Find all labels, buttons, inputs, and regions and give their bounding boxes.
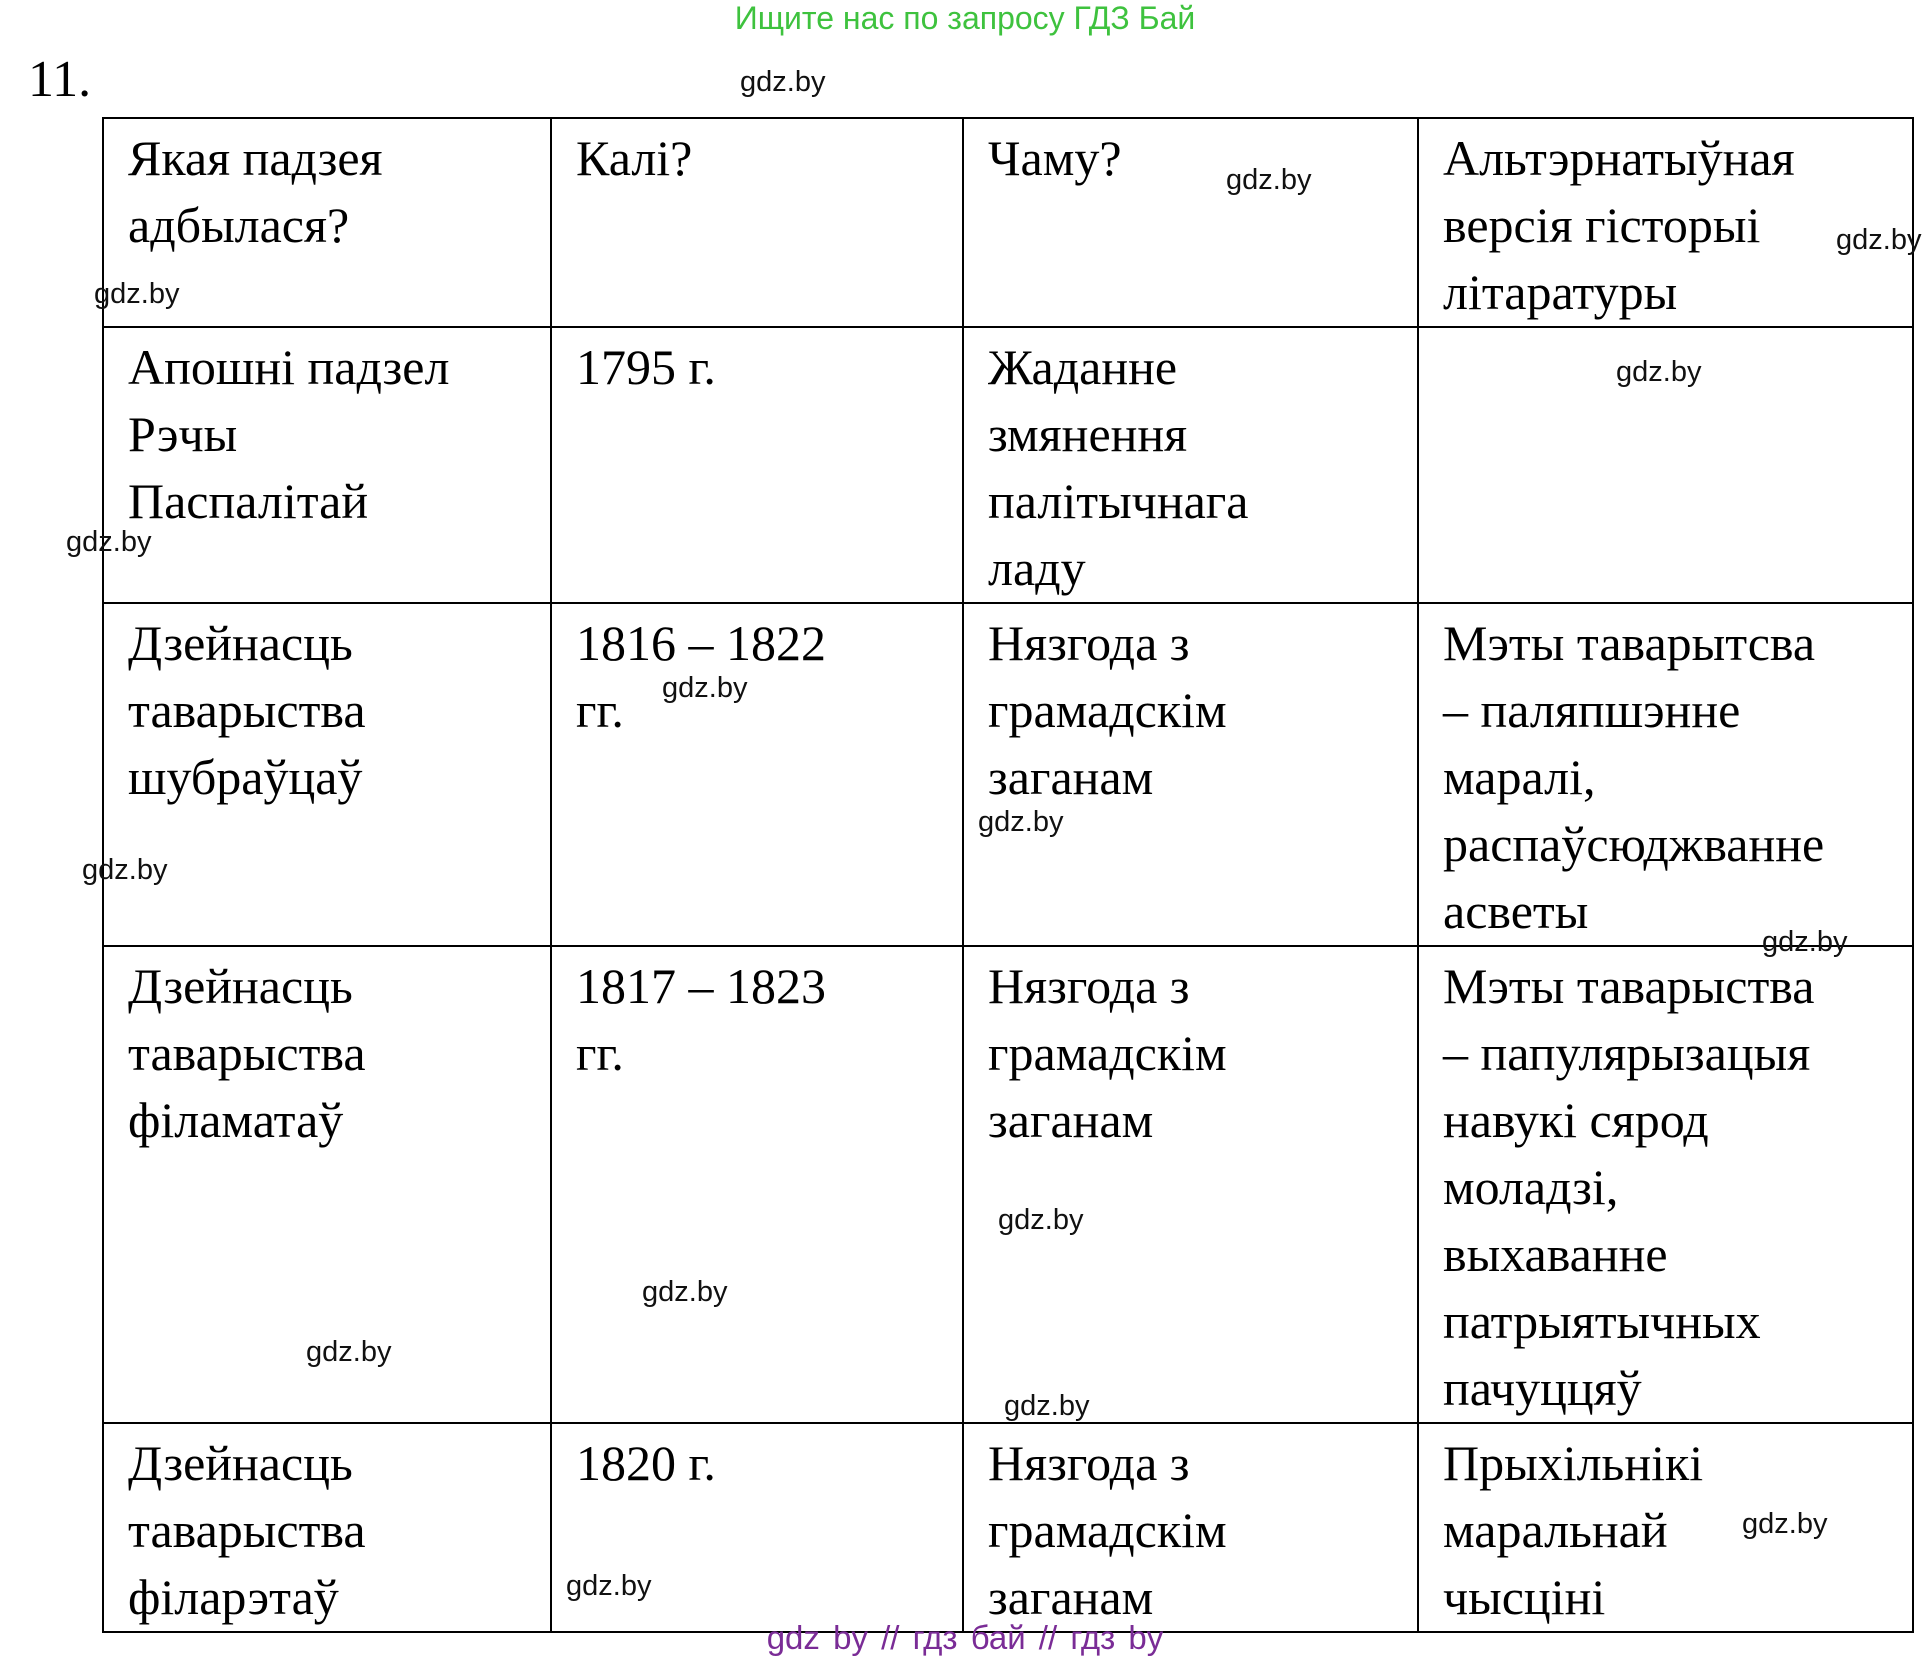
cell-line: Рэчы <box>128 406 238 462</box>
watermark: gdz.by <box>740 66 826 98</box>
watermark: gdz.by <box>1226 164 1312 196</box>
cell-line: заганам <box>988 1569 1154 1625</box>
watermark: gdz.by <box>1616 356 1702 388</box>
cell-line: Нязгода з <box>988 958 1190 1014</box>
table-row <box>103 1423 1913 1632</box>
task-number: 11. <box>28 51 92 108</box>
cell-line: Жаданне <box>988 339 1178 395</box>
cell-line: патрыятычных <box>1443 1293 1761 1349</box>
cell-line: гг. <box>576 1025 624 1081</box>
cell-line: Мэты таварытсва <box>1443 615 1816 671</box>
cell-line: 1820 г. <box>576 1435 716 1491</box>
cell-line: пачуццяў <box>1443 1360 1642 1416</box>
cell-line: Апошні падзел <box>128 339 450 395</box>
cell-alternative <box>1418 603 1913 946</box>
cell-line: Мэты таварыства <box>1443 958 1815 1014</box>
cell-line: Калі? <box>576 130 693 186</box>
cell-alternative <box>1418 1423 1913 1632</box>
cell-line: адбылася? <box>128 197 350 253</box>
cell-line: заганам <box>988 1092 1154 1148</box>
cell-line: змянення <box>988 406 1188 462</box>
table-header-row <box>103 118 1913 327</box>
watermark: gdz.by <box>566 1570 652 1602</box>
cell-line: навукі сярод <box>1443 1092 1709 1148</box>
watermark: gdz.by <box>82 854 168 886</box>
watermark: gdz.by <box>1836 224 1922 256</box>
cell-line: грамадскім <box>988 682 1227 738</box>
header-cell-alternative <box>1418 118 1913 327</box>
cell-event <box>103 1423 551 1632</box>
cell-line: 1816 – 1822 <box>576 615 826 671</box>
cell-line: моладзі, <box>1443 1159 1619 1215</box>
cell-line: таварыства <box>128 1025 366 1081</box>
watermark: gdz.by <box>94 278 180 310</box>
cell-line: ладу <box>988 540 1086 596</box>
cell-line: 1795 г. <box>576 339 716 395</box>
cell-reason <box>963 946 1418 1423</box>
watermark: gdz.by <box>66 526 152 558</box>
cell-line: Дзейнасць <box>128 1435 353 1491</box>
watermark: gdz.by <box>978 806 1064 838</box>
cell-line: гг. <box>576 682 624 738</box>
cell-line: таварыства <box>128 1502 366 1558</box>
cell-line: Прыхільнікі <box>1443 1435 1704 1491</box>
cell-line: Нязгода з <box>988 615 1190 671</box>
cell-line: маральнай <box>1443 1502 1668 1558</box>
cell-line: Чаму? <box>988 130 1122 186</box>
cell-line: таварыства <box>128 682 366 738</box>
table-row <box>103 603 1913 946</box>
watermark: gdz.by <box>1742 1508 1828 1540</box>
cell-line: – папулярызацыя <box>1443 1025 1811 1081</box>
top-banner: Ищите нас по запросу ГДЗ Бай <box>734 0 1196 36</box>
watermark: gdz.by <box>662 672 748 704</box>
cell-line: распаўсюджванне <box>1443 816 1825 872</box>
cell-reason <box>963 327 1418 603</box>
header-cell-reason <box>963 118 1418 327</box>
cell-event <box>103 327 551 603</box>
cell-line: грамадскім <box>988 1025 1227 1081</box>
watermark: gdz.by <box>1762 926 1848 958</box>
watermark: gdz.by <box>1004 1390 1090 1422</box>
footer-watermark: gdz by // гдз бай // гдз by <box>766 1619 1164 1656</box>
cell-line: філарэтаў <box>128 1569 339 1625</box>
cell-date <box>551 327 963 603</box>
cell-line: грамадскім <box>988 1502 1227 1558</box>
cell-line: асветы <box>1443 883 1589 939</box>
cell-line: палітычнага <box>988 473 1249 529</box>
header-cell-date <box>551 118 963 327</box>
cell-line: версія гісторыі <box>1443 197 1761 253</box>
cell-line: заганам <box>988 749 1154 805</box>
cell-line: філаматаў <box>128 1092 344 1148</box>
cell-date <box>551 946 963 1423</box>
cell-line: Дзейнасць <box>128 615 353 671</box>
cell-reason <box>963 1423 1418 1632</box>
cell-line: чысціні <box>1443 1569 1606 1625</box>
cell-date <box>551 603 963 946</box>
watermark: gdz.by <box>642 1276 728 1308</box>
cell-reason <box>963 603 1418 946</box>
cell-line: выхаванне <box>1443 1226 1668 1282</box>
watermark: gdz.by <box>306 1336 392 1368</box>
cell-alternative <box>1418 946 1913 1423</box>
cell-line: літаратуры <box>1443 264 1678 320</box>
cell-line: Альтэрнатыўная <box>1443 130 1795 186</box>
cell-line: Нязгода з <box>988 1435 1190 1491</box>
cell-event <box>103 603 551 946</box>
cell-line: Дзейнасць <box>128 958 353 1014</box>
cell-line: Якая падзея <box>128 130 383 186</box>
cell-line: шубраўцаў <box>128 749 363 805</box>
cell-line: Паспалітай <box>128 473 369 529</box>
cell-line: – паляпшэнне <box>1443 682 1741 738</box>
cell-line: 1817 – 1823 <box>576 958 826 1014</box>
cell-line: маралі, <box>1443 749 1596 805</box>
watermark: gdz.by <box>998 1204 1084 1236</box>
